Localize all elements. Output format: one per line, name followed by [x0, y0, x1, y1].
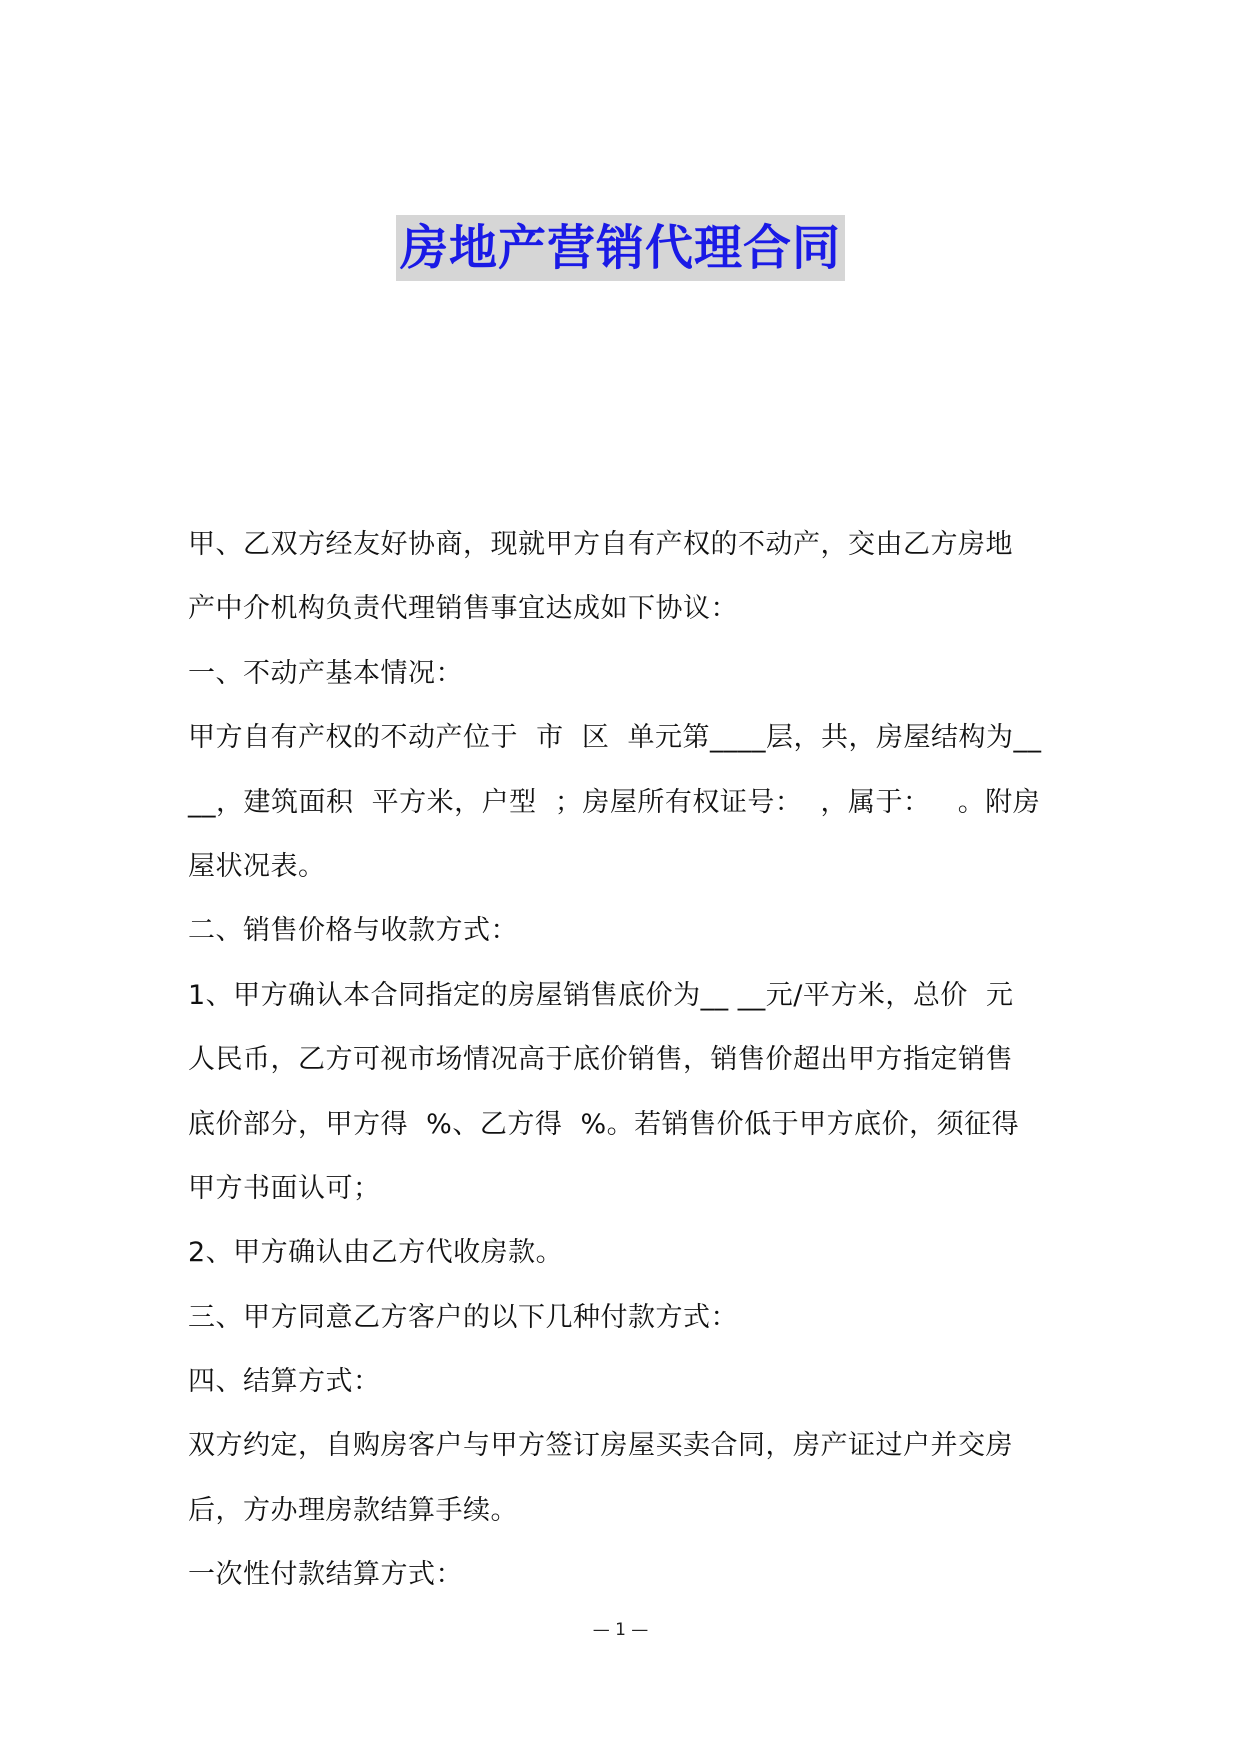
section-heading: 三、甲方同意乙方客户的以下几种付款方式： — [188, 1301, 738, 1333]
section-heading: 四、结算方式： — [188, 1366, 381, 1398]
paragraph-line: 双方约定，自购房客户与甲方签订房屋买卖合同，房产证过户并交房 — [188, 1430, 1013, 1462]
document-body — [188, 513, 1058, 1608]
paragraph-line: 甲、乙双方经友好协商，现就甲方自有产权的不动产，交由乙方房地 — [188, 529, 1013, 560]
title-container — [0, 215, 1241, 281]
paragraph-line: 屋状况表。 — [188, 850, 326, 882]
paragraph-line: 一次性付款结算方式： — [188, 1559, 463, 1591]
paragraph-line: 底价部分，甲方得 %、乙方得 %。若销售价低于甲方底价，须征得 — [188, 1108, 1020, 1140]
paragraph-line: 人民币，乙方可视市场情况高于底价销售，销售价超出甲方指定销售 — [188, 1044, 1013, 1076]
paragraph-line: 1、甲方确认本合同指定的房屋销售底价为__ __元/平方米，总价 元 — [188, 979, 1014, 1011]
section-heading: 一、不动产基本情况： — [188, 657, 463, 689]
document-title: 房地产营销代理合同 — [396, 215, 845, 281]
section-heading: 二、销售价格与收款方式： — [188, 915, 518, 947]
paragraph-line: 产中介机构负责代理销售事宜达成如下协议： — [188, 593, 738, 625]
paragraph-line: 甲方书面认可； — [188, 1172, 381, 1204]
paragraph-line: 甲方自有产权的不动产位于 市 区 单元第____层，共，房屋结构为__ — [188, 722, 1042, 754]
page-number: — 1 — — [592, 1620, 649, 1640]
paragraph-line: 后，方办理房款结算手续。 — [188, 1494, 518, 1526]
paragraph-line: __，建筑面积 平方米，户型 ；房屋所有权证号： ，属于： 。附房 — [188, 786, 1041, 818]
paragraph-line: 2、甲方确认由乙方代收房款。 — [188, 1237, 564, 1269]
